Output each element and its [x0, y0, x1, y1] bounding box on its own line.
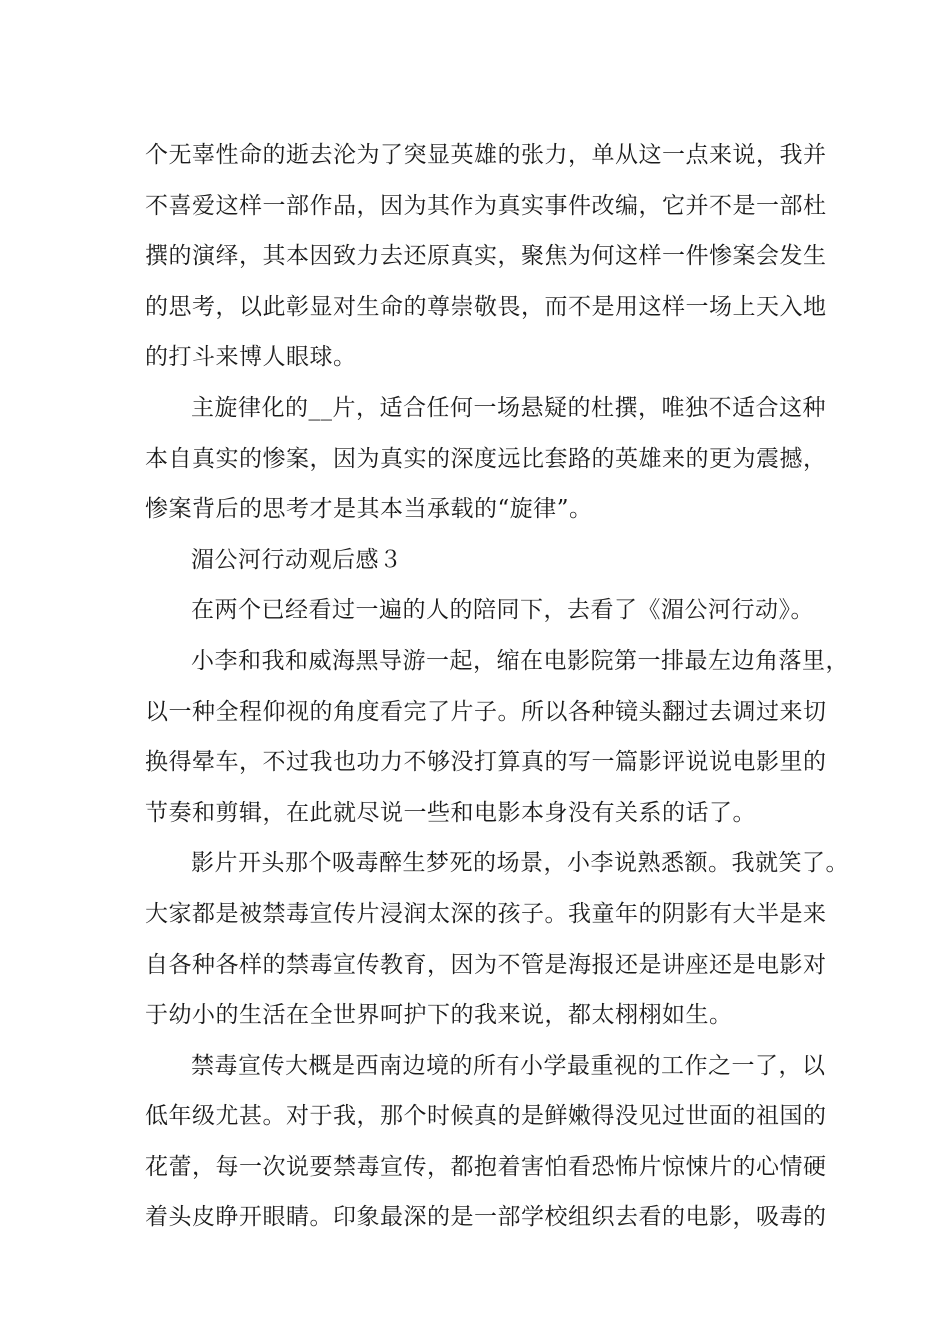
- text-line: 花蕾，每一次说要禁毒宣传，都抱着害怕看恐怖片惊悚片的心情硬: [145, 1153, 827, 1180]
- text-line: 换得晕车，不过我也功力不够没打算真的写一篇影评说说电影里的: [145, 749, 827, 776]
- text-line: 着头皮睁开眼睛。印象最深的是一部学校组织去看的电影，吸毒的: [145, 1204, 827, 1231]
- text-line: 节奏和剪辑，在此就尽说一些和电影本身没有关系的话了。: [145, 799, 756, 826]
- text-line: 自各种各样的禁毒宣传教育，因为不管是海报还是讲座还是电影对: [145, 951, 827, 978]
- text-line: 大家都是被禁毒宣传片浸润太深的孩子。我童年的阴影有大半是来: [145, 900, 827, 927]
- paragraph-first-line: 主旋律化的__片，适合任何一场悬疑的杜撰，唯独不适合这种: [191, 394, 826, 421]
- text-line: 低年级尤甚。对于我，那个时候真的是鲜嫩得没见过世面的祖国的: [145, 1103, 827, 1130]
- paragraph-first-line: 禁毒宣传大概是西南边境的所有小学最重视的工作之一了，以: [191, 1052, 826, 1079]
- paragraph-first-line: 在两个已经看过一遍的人的陪同下，去看了《湄公河行动》。: [191, 597, 814, 624]
- text-line: 以一种全程仰视的角度看完了片子。所以各种镜头翻过去调过来切: [145, 698, 827, 725]
- text-line: 个无辜性命的逝去沦为了突显英雄的张力，单从这一点来说，我并: [145, 142, 827, 168]
- text-line: 撰的演绎，其本因致力去还原真实，聚焦为何这样一件惨案会发生: [145, 243, 827, 270]
- text-line: 的思考，以此彰显对生命的尊崇敬畏，而不是用这样一场上天入地: [145, 293, 827, 320]
- text-line: 于幼小的生活在全世界呵护下的我来说，都太栩栩如生。: [145, 1002, 733, 1029]
- paragraph-first-line: 影片开头那个吸毒醉生梦死的场景，小李说熟悉额。我就笑了。: [191, 850, 849, 877]
- text-line: 惨案背后的思考才是其本当承载的“旋律”。: [145, 496, 593, 523]
- section-heading: 湄公河行动观后感３: [191, 546, 403, 573]
- text-line: 本自真实的惨案，因为真实的深度远比套路的英雄来的更为震撼，: [145, 445, 827, 472]
- document-body: [145, 130, 849, 1243]
- text-line: 的打斗来博人眼球。: [145, 344, 357, 371]
- paragraph-first-line: 小李和我和威海黑导游一起，缩在电影院第一排最左边角落里，: [191, 647, 849, 674]
- text-line: 不喜爱这样一部作品，因为其作为真实事件改编，它并不是一部杜: [145, 192, 827, 219]
